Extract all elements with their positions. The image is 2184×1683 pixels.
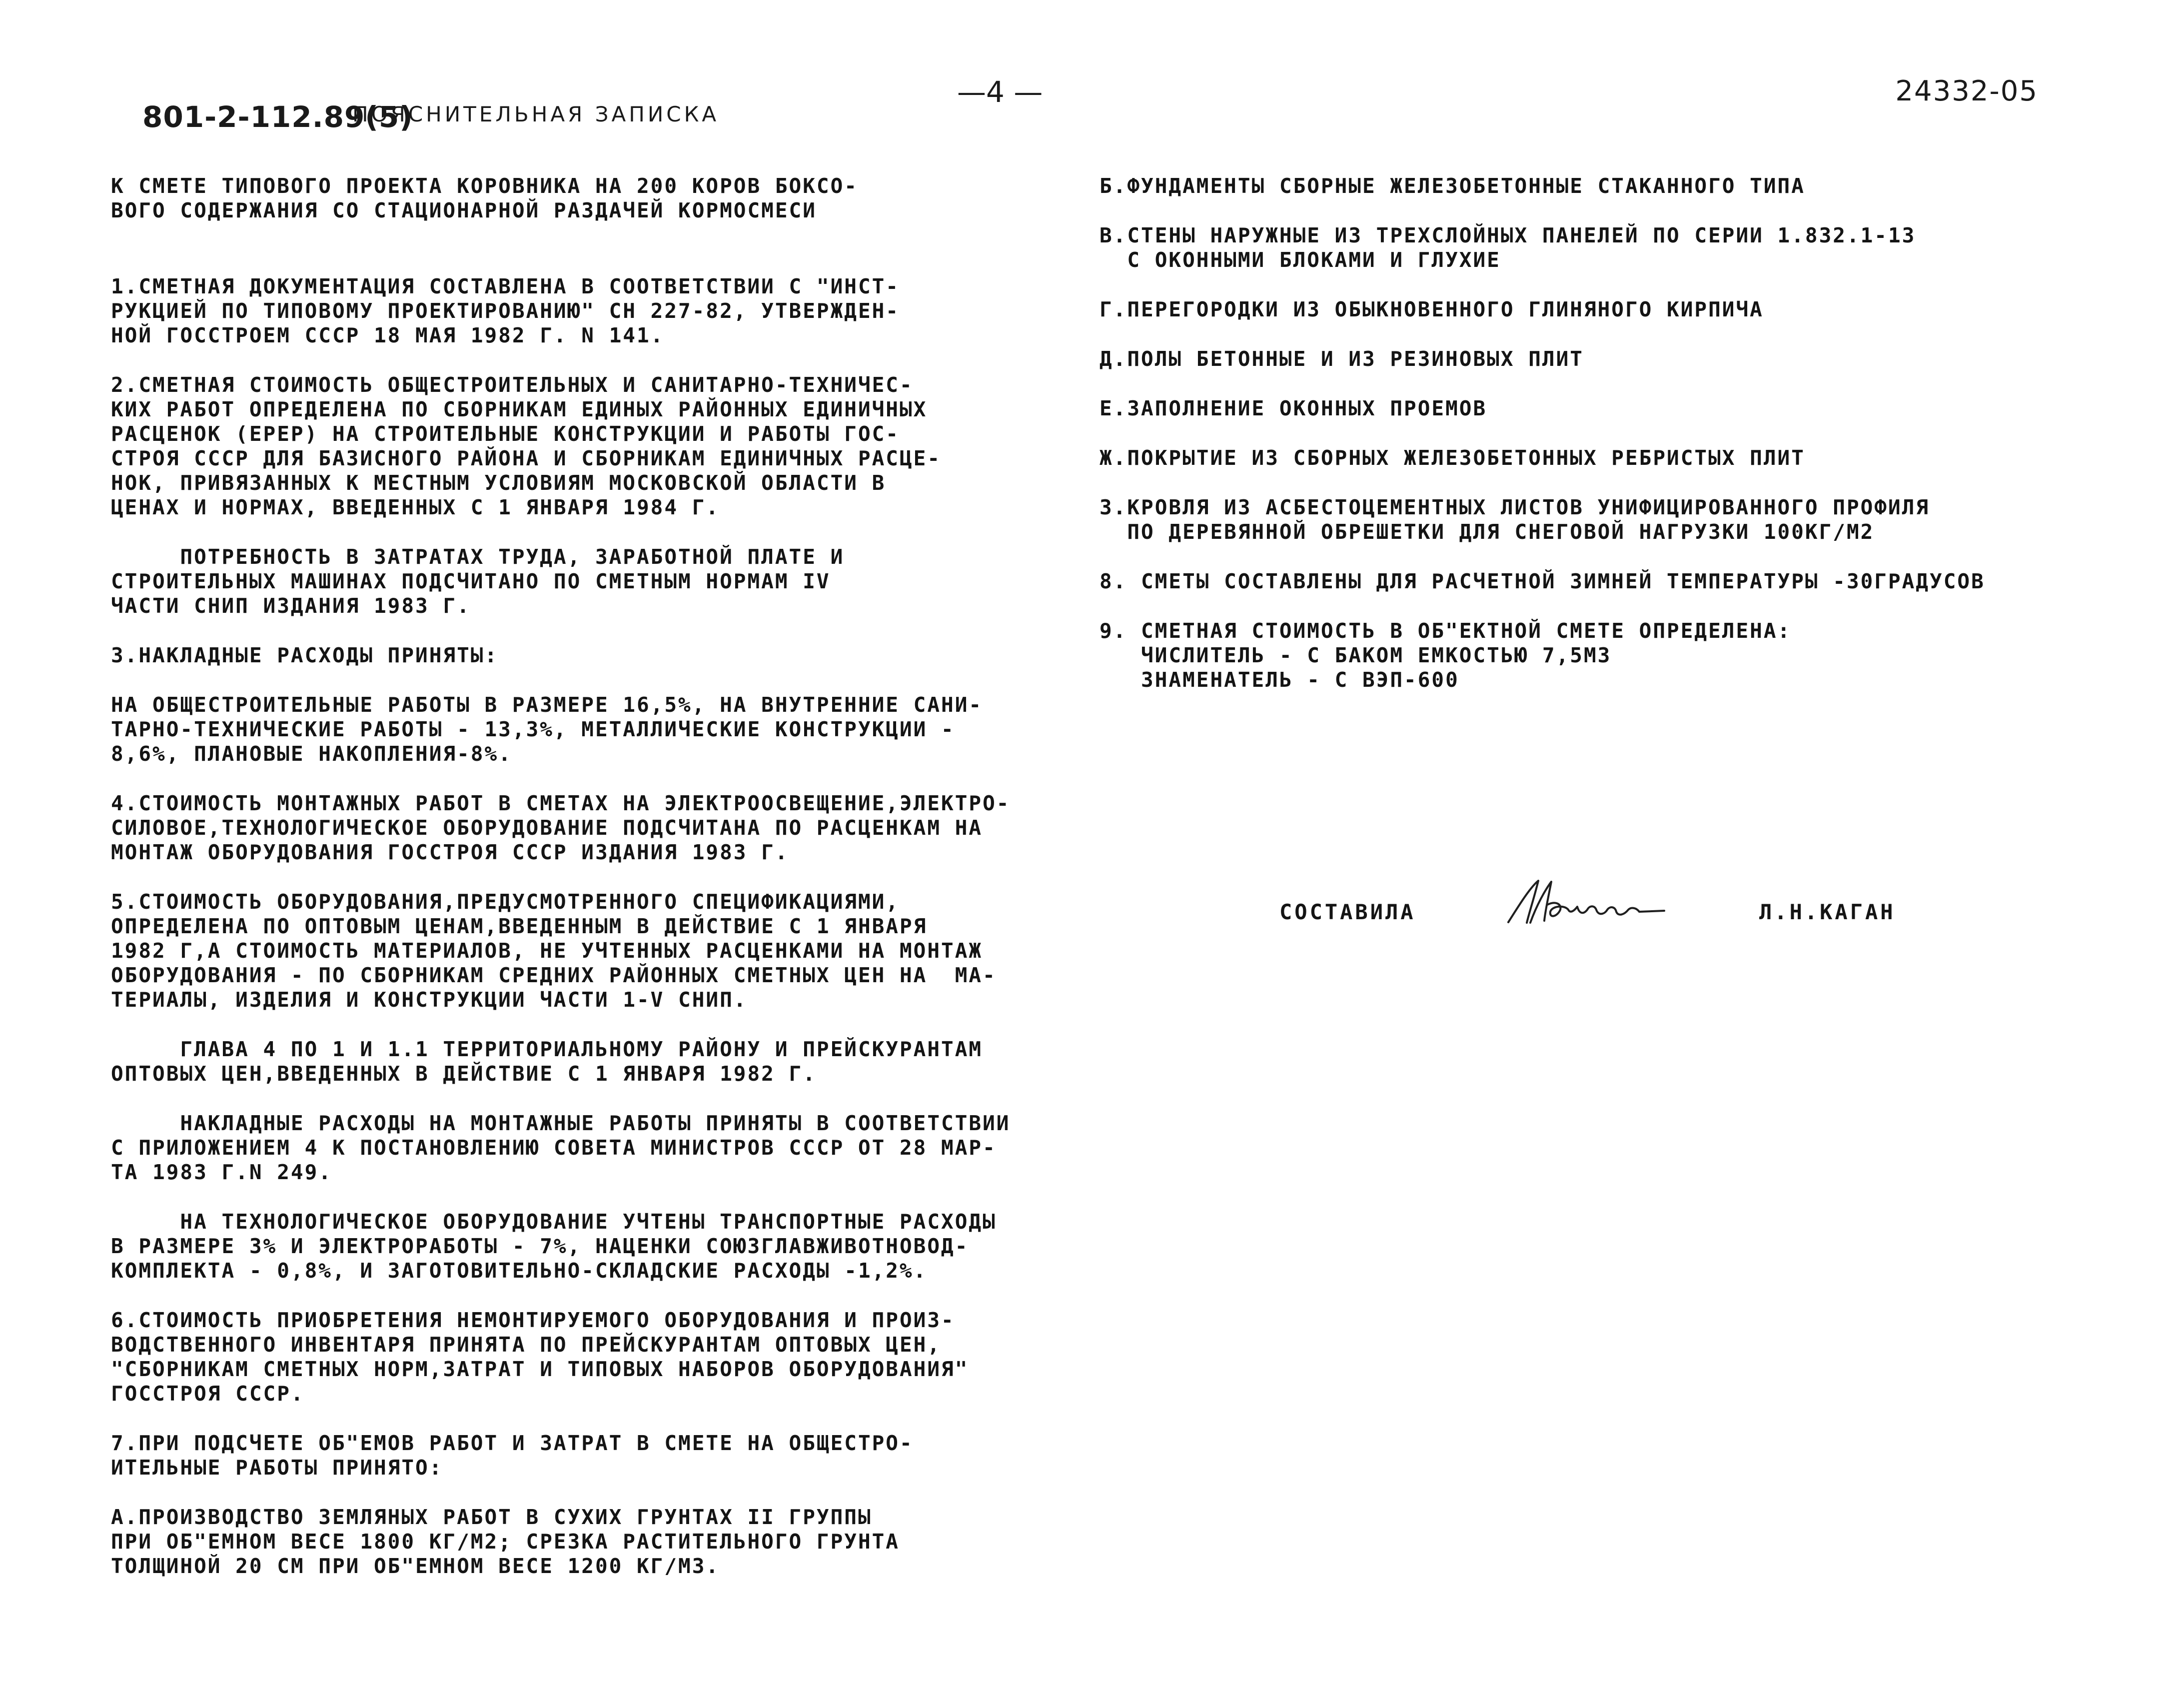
right-column [1099,174,2079,692]
item-zh: Ж.ПОКРЫТИЕ ИЗ СБОРНЫХ ЖЕЛЕЗОБЕТОННЫХ РЕБРИСТЫХ ПЛИТ [1099,446,1805,470]
signer-name: Л.Н.КАГАН [1759,900,1896,924]
item-g: Г.ПЕРЕГОРОДКИ ИЗ ОБЫКНОВЕННОГО ГЛИНЯНОГО КИРПИЧА [1099,297,1764,321]
signed-by-label: СОСТАВИЛА [1279,900,1416,924]
paragraph-7: 7.ПРИ ПОДСЧЕТЕ ОБ"ЕМОВ РАБОТ И ЗАТРАТ В СМЕТЕ НА ОБЩЕСТРО- ИТЕЛЬНЫЕ РАБОТЫ ПРИНЯТО: [111,1431,914,1480]
item-b: Б.ФУНДАМЕНТЫ СБОРНЫЕ ЖЕЛЕЗОБЕТОННЫЕ СТАКАННОГО ТИПА [1099,174,1805,198]
intro-paragraph: К СМЕТЕ ТИПОВОГО ПРОЕКТА КОРОВНИКА НА 200 КОРОВ БОКСО- ВОГО СОДЕРЖАНИЯ СО СТАЦИОНАРНОЙ РАЗДАЧЕЙ КОРМОСМЕСИ [111,174,858,222]
document-number: 24332-05 [1895,75,2038,107]
paragraph-3: 3.НАКЛАДНЫЕ РАСХОДЫ ПРИНЯТЫ: [111,643,499,667]
paragraph-1: 1.СМЕТНАЯ ДОКУМЕНТАЦИЯ СОСТАВЛЕНА В СООТВЕТСТВИИ С "ИНСТ- РУКЦИЕЙ ПО ТИПОВОМУ ПРОЕКТИРОВАНИЮ" СН 227-82, УТВЕРЖДЕН- НОЙ ГОССТРОЕМ СССР 18 МАЯ 1982 Г. N 141. [111,274,900,347]
item-d: Д.ПОЛЫ БЕТОННЫЕ И ИЗ РЕЗИНОВЫХ ПЛИТ [1099,347,1584,371]
paragraph-6: 6.СТОИМОСТЬ ПРИОБРЕТЕНИЯ НЕМОНТИРУЕМОГО ОБОРУДОВАНИЯ И ПРОИЗ- ВОДСТВЕННОГО ИНВЕНТАРЯ ПРИНЯТА ПО ПРЕЙСКУРАНТАМ ОПТОВЫХ ЦЕН, "СБОРНИКАМ СМЕТНЫХ НОРМ,ЗАТРАТ И ТИПОВЫХ НАБОРОВ ОБОРУДОВАНИЯ" ГОССТРОЯ СССР. [111,1308,969,1406]
paragraph-4: 4.СТОИМОСТЬ МОНТАЖНЫХ РАБОТ В СМЕТАХ НА ЭЛЕКТРООСВЕЩЕНИЕ,ЭЛЕКТРО- СИЛОВОЕ,ТЕХНОЛОГИЧЕСКОЕ ОБОРУДОВАНИЕ ПОДСЧИТАНА ПО РАСЦЕНКАМ НА МОНТАЖ ОБОРУДОВАНИЯ ГОССТРОЯ СССР ИЗДАНИЯ 1983 Г. [111,791,1011,864]
paragraph-3-rates: НА ОБЩЕСТРОИТЕЛЬНЫЕ РАБОТЫ В РАЗМЕРЕ 16,5%, НА ВНУТРЕННИЕ САНИ- ТАРНО-ТЕХНИЧЕСКИЕ РАБОТЫ - 13,3%, МЕТАЛЛИЧЕСКИЕ КОНСТРУКЦИИ - 8,6%, ПЛАНОВЫЕ НАКОПЛЕНИЯ-8%. [111,693,983,766]
paragraph-5: 5.СТОИМОСТЬ ОБОРУДОВАНИЯ,ПРЕДУСМОТРЕННОГО СПЕЦИФИКАЦИЯМИ, ОПРЕДЕЛЕНА ПО ОПТОВЫМ ЦЕНАМ,ВВЕДЕННЫМ В ДЕЙСТВИЕ С 1 ЯНВАРЯ 1982 Г,А СТОИМОСТЬ МАТЕРИАЛОВ, НЕ УЧТЕННЫХ РАСЦЕНКАМИ НА МОНТАЖ ОБОРУДОВАНИЯ - ПО СБОРНИКАМ СРЕДНИХ РАЙОННЫХ СМЕТНЫХ ЦЕН НА МА- ТЕРИАЛЫ, ИЗДЕЛИЯ И КОНСТРУКЦИИ ЧАСТИ 1-V СНИП. [111,890,997,1012]
paragraph-2: 2.СМЕТНАЯ СТОИМОСТЬ ОБЩЕСТРОИТЕЛЬНЫХ И САНИТАРНО-ТЕХНИЧЕС- КИХ РАБОТ ОПРЕДЕЛЕНА ПО СБОРНИКАМ ЕДИНЫХ РАЙОННЫХ ЕДИНИЧНЫХ РАСЦЕНОК (ЕРЕР) НА СТРОИТЕЛЬНЫЕ КОНСТРУКЦИИ И РАБОТЫ ГОС- СТРОЯ СССР ДЛЯ БАЗИСНОГО РАЙОНА И СБОРНИКАМ ЕДИНИЧНЫХ РАСЦЕ- НОК, ПРИВЯЗАННЫХ К МЕСТНЫМ УСЛОВИЯМ МОСКОВСКОЙ ОБЛАСТИ В ЦЕНАХ И НОРМАХ, ВВЕДЕННЫХ С 1 ЯНВАРЯ 1984 Г. [111,373,942,519]
left-column [111,174,1091,1579]
paragraph-9: 9. СМЕТНАЯ СТОИМОСТЬ В ОБ"ЕКТНОЙ СМЕТЕ ОПРЕДЕЛЕНА: ЧИСЛИТЕЛЬ - С БАКОМ ЕМКОСТЬЮ 7,5М3 ЗНАМЕНАТЕЛЬ - С ВЭП-600 [1099,619,1792,692]
item-z: З.КРОВЛЯ ИЗ АСБЕСТОЦЕМЕНТНЫХ ЛИСТОВ УНИФИЦИРОВАННОГО ПРОФИЛЯ ПО ДЕРЕВЯННОЙ ОБРЕШЕТКИ ДЛЯ СНЕГОВОЙ НАГРУЗКИ 100КГ/М2 [1099,495,1930,544]
paragraph-7-a: А.ПРОИЗВОДСТВО ЗЕМЛЯНЫХ РАБОТ В СУХИХ ГРУНТАХ II ГРУППЫ ПРИ ОБ"ЕМНОМ ВЕСЕ 1800 КГ/М2; СРЕЗКА РАСТИТЕЛЬНОГО ГРУНТА ТОЛЩИНОЙ 20 СМ ПРИ ОБ"ЕМНОМ ВЕСЕ 1200 КГ/М3. [111,1505,900,1578]
paragraph-5-chapter: ГЛАВА 4 ПО 1 И 1.1 ТЕРРИТОРИАЛЬНОМУ РАЙОНУ И ПРЕЙСКУРАНТАМ ОПТОВЫХ ЦЕН,ВВЕДЕННЫХ В ДЕЙСТВИЕ С 1 ЯНВАРЯ 1982 Г. [111,1037,983,1086]
document-type: ПОЯСНИТЕЛЬНАЯ ЗАПИСКА [352,102,720,126]
document-code: 801-2-112.89(5) [142,100,413,134]
paragraph-8: 8. СМЕТЫ СОСТАВЛЕНЫ ДЛЯ РАСЧЕТНОЙ ЗИМНЕЙ ТЕМПЕРАТУРЫ -30ГРАДУСОВ [1099,569,1985,593]
paragraph-5-transport: НА ТЕХНОЛОГИЧЕСКОЕ ОБОРУДОВАНИЕ УЧТЕНЫ ТРАНСПОРТНЫЕ РАСХОДЫ В РАЗМЕРЕ 3% И ЭЛЕКТРОРАБОТЫ - 7%, НАЦЕНКИ СОЮЗГЛАВЖИВОТНОВОД- КОМПЛЕКТА - 0,8%, И ЗАГОТОВИТЕЛЬНО-СКЛАДСКИЕ РАСХОДЫ -1,2%. [111,1210,997,1283]
page-number: —4 — [957,75,1043,109]
item-v: В.СТЕНЫ НАРУЖНЫЕ ИЗ ТРЕХСЛОЙНЫХ ПАНЕЛЕЙ ПО СЕРИИ 1.832.1-13 С ОКОННЫМИ БЛОКАМИ И ГЛУХИЕ [1099,223,1916,272]
paragraph-5-overhead: НАКЛАДНЫЕ РАСХОДЫ НА МОНТАЖНЫЕ РАБОТЫ ПРИНЯТЫ В СООТВЕТСТВИИ С ПРИЛОЖЕНИЕМ 4 К ПОСТАНОВЛЕНИЮ СОВЕТА МИНИСТРОВ СССР ОТ 28 МАР- ТА 1983 Г.N 249. [111,1111,1011,1184]
paragraph-2-labor: ПОТРЕБНОСТЬ В ЗАТРАТАХ ТРУДА, ЗАРАБОТНОЙ ПЛАТЕ И СТРОИТЕЛЬНЫХ МАШИНАХ ПОДСЧИТАНО ПО СМЕТНЫМ НОРМАМ IV ЧАСТИ СНИП ИЗДАНИЯ 1983 Г. [111,545,845,618]
handwritten-signature [1499,875,1669,930]
item-e: Е.ЗАПОЛНЕНИЕ ОКОННЫХ ПРОЕМОВ [1099,396,1487,420]
